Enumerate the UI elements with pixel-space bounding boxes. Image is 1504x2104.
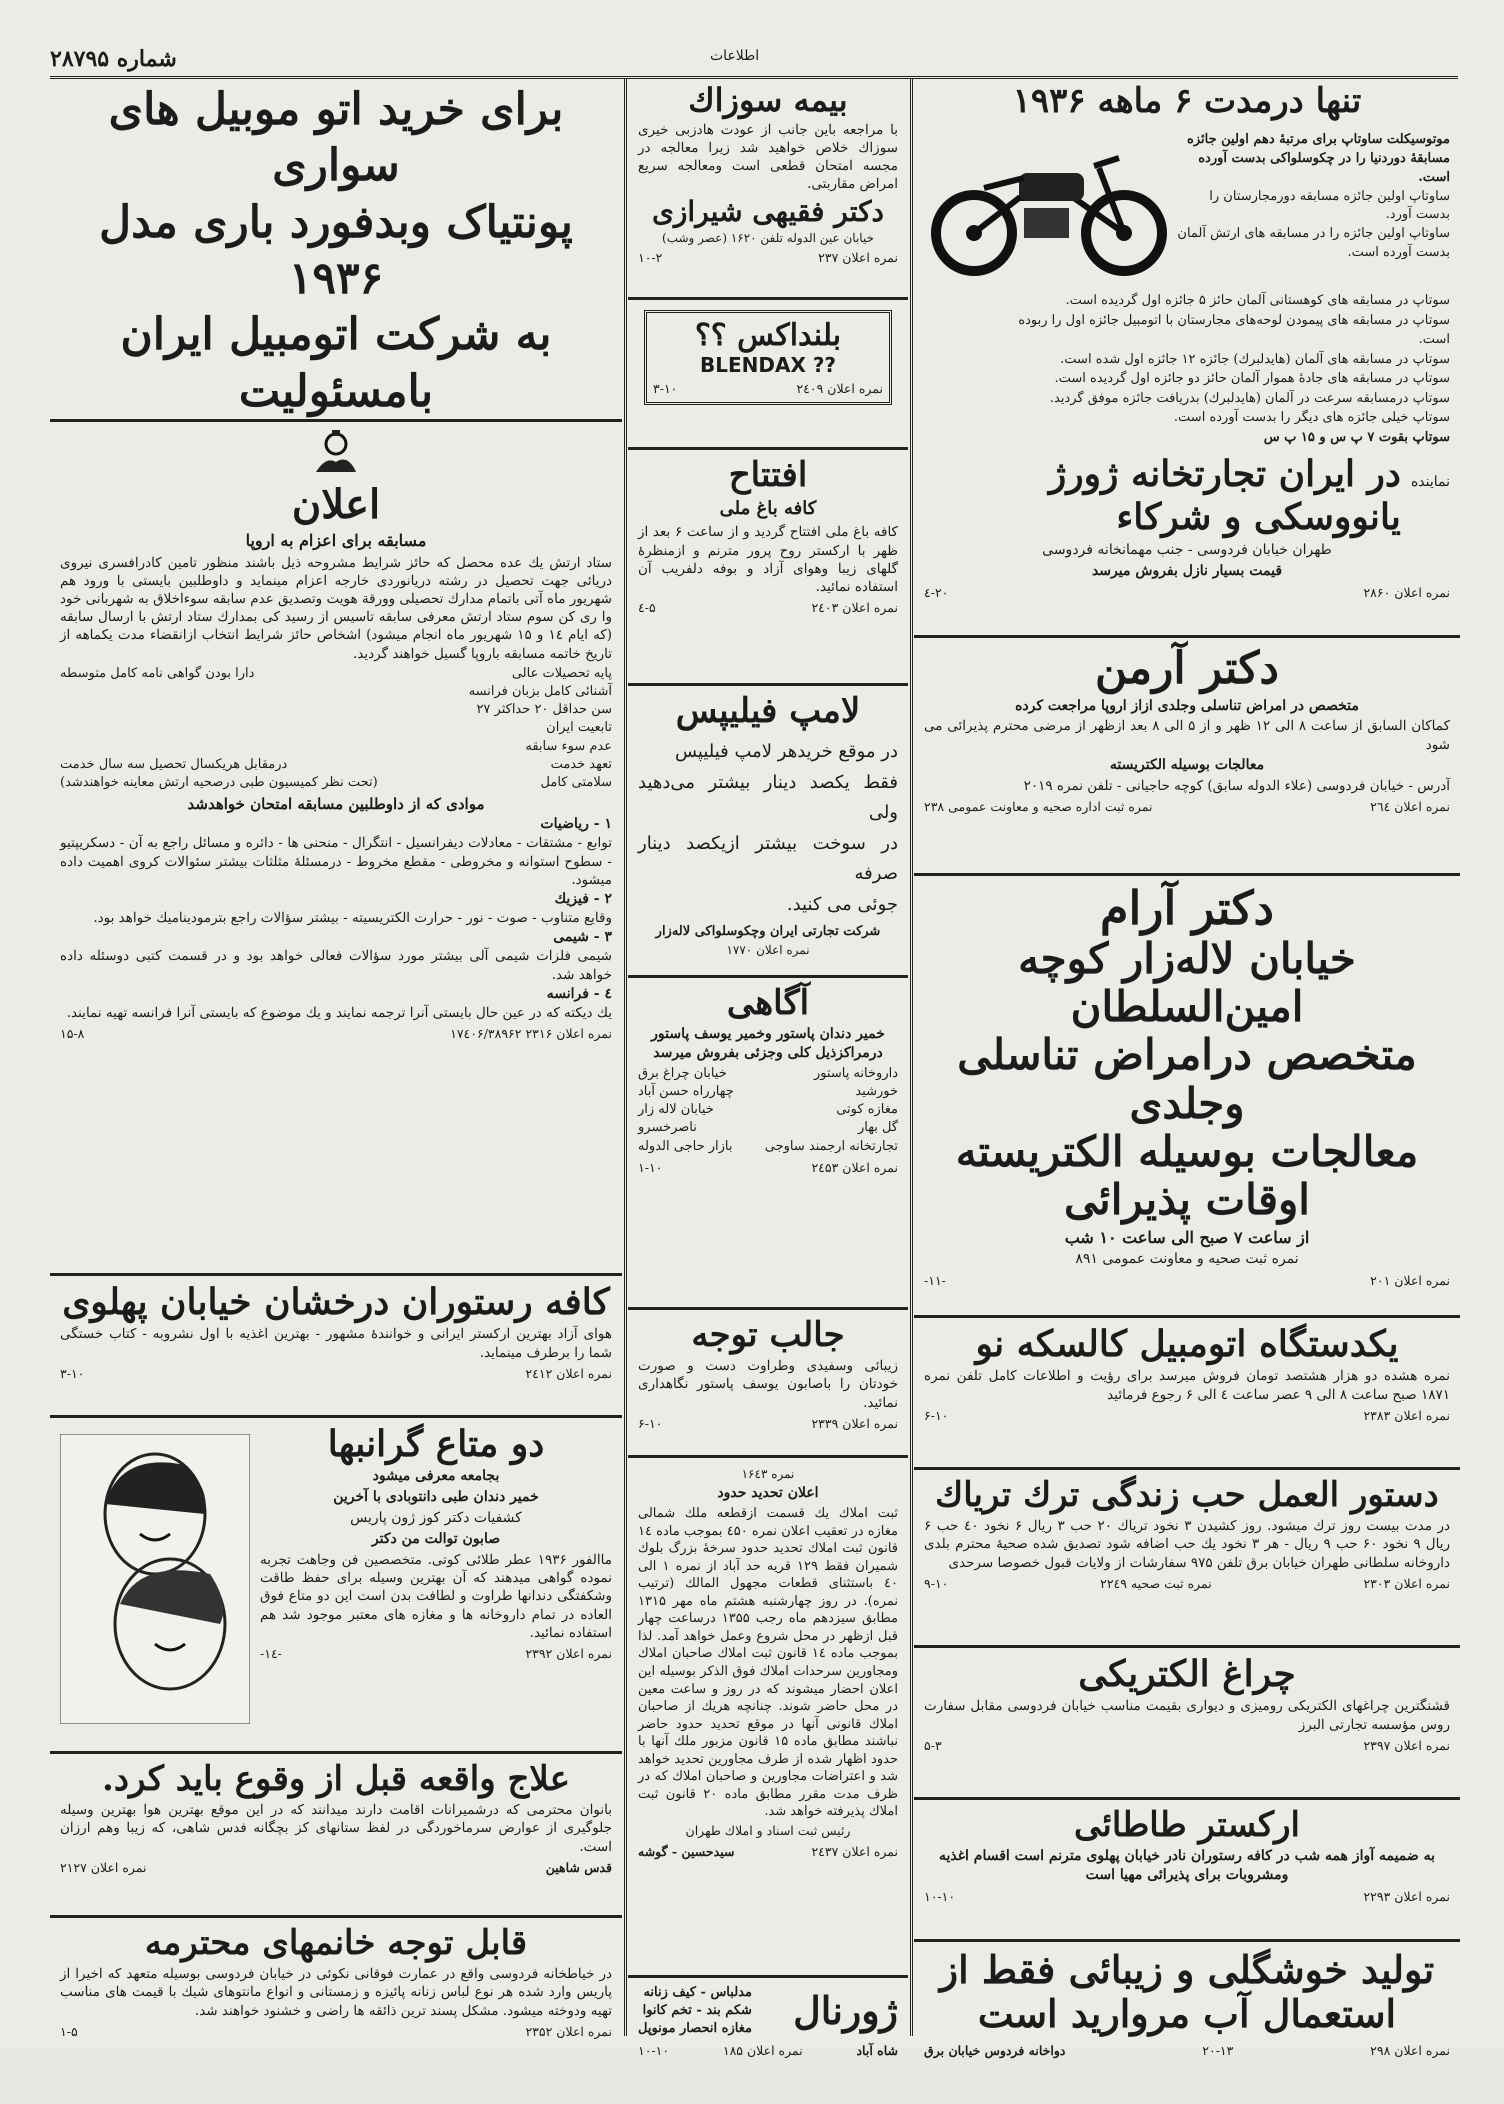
ladies-illustration xyxy=(60,1434,250,1728)
list-item: سوتاپ در مسابقه های جادهٔ هموار آلمان حائز دو جائزه اول گردیده است. xyxy=(1054,371,1450,386)
motorcycle-intro: موتوسیکلت ساوتاپ برای مرتبهٔ دهم اولین جائزه مسابقهٔ دوردنیا را در چکوسلواکی بدست آورده است. ساوتاپ اولین جائزه مسابقه دورمجارستان را بدست آورد. ساوتاپ اولین جائزه را در مسابقه های ارتش آلمان بدست آورده است. xyxy=(1177,132,1450,261)
motorcycle-list xyxy=(984,291,1450,447)
opening-ad: افتتاح کافه باغ ملی کافه باغ ملی افتتاح گردید و از ساعت ۶ بعد از ظهر با ارکستر روح پرور مترنم و ازمنظرهٔ گلهای زیبا وهوای آزاد و بوفه دلفریب آن استفاده نمائید. نمره اعلان ۲٤۰۳ ۵-٤ xyxy=(628,452,908,686)
column-divider xyxy=(624,78,627,2036)
middle-column xyxy=(628,78,908,2058)
armen-title: دکتر آرمن xyxy=(1095,643,1279,694)
list-item: سوتاپ درمسابقه سرعت در آلمان (هایدلبرك) بدریافت جائزه موفق گردید. xyxy=(1049,390,1450,406)
blendax-ad xyxy=(628,302,908,450)
beauty-ad: تولید خوشگلی و زیبائی فقط از استعمال آب مروارید است نمره اعلان ۲۹۸ ۲۰-۱۳ دواخانه فردوس خیابان برق xyxy=(924,1947,1450,2059)
column-divider xyxy=(910,78,913,2036)
electric-lamp-ad: چراغ الکتریکی قشنگترین چراغهای الکتریکی رومیزی و دیواری بقیمت مناسب خیابان فردوسی مقابل سفارت روس مؤسسه تجارتی البرز نمره اعلان ۲۳۹۷ ۵-۳ xyxy=(914,1650,1460,1800)
motorcycle-illustration xyxy=(924,128,1174,278)
lion-and-sun-icon xyxy=(306,428,366,478)
cure-ad: علاج واقعه قبل از وقوع باید کرد. بانوان محترمی که درشمیرانات اقامت دارند میدانند که در این موقع بهترین هوا بهترین وسیله جلوگیری از عوارض سرماخوردگی در لفظ ستانهای کز بچگانه فدس شاهی، که زیبا وهم ارزان است. قدس شاهین نمره اعلان ۲۱۲۷ xyxy=(50,1756,622,1918)
motorcycle-agent: نماینده در ایران تجارتخانه ژورژ یانووسکی و شرکاء xyxy=(1048,453,1450,539)
journal-ad: ژورنال مدلباس - کیف زنانه شکم بند - تخم کانوا مغازه انحصار مونوپل شاه آباد نمره اعلان ۱۸۵ ۱۰-۱۰ xyxy=(638,1985,898,2058)
newspaper-name: اطلاعات xyxy=(710,48,760,64)
ladies-ad: قابل توجه خانمهای محترمه در خیاطخانه فردوسی واقع در عمارت فوقانی نکوئی در خیابان فردوسی بوسیله متعهد که اخیرا از پاریس وارد شده هر نوع لباس زنانه پائیزه و زمستانی و انواع مانتوهای شیك با قیمت های مناسب تهیه ودوخته میشود. مشکل پسند ترین ذائقه ها راضی و خشنود خواهند شد. نمره اعلان ۲۳۵۲ ۱-۵ xyxy=(60,1923,612,2039)
list-item: سوتاپ بقوت ۷ پ س و ۱۵ پ س xyxy=(1263,429,1450,445)
emblem xyxy=(60,428,612,482)
cafe-ad: کافه رستوران درخشان خیابان پهلوی هوای آزاد بهترین ارکستر ایرانی و خوانندهٔ مشهور - بهترین اغذیه با اول نشروبه - کتاب خستگی شما را برطرف مینماید. نمره اعلان ۲٤۱۲ ۳-۱۰ xyxy=(50,1278,622,1418)
toothpaste-ad: دو متاع گرانبها بجامعه معرفی میشود خمیر دندان طبی دانتوبادی با آخرین کشفیات دکتر کوز ژون پاریس صابون توالت من دکتر ماالفور ۱۹۳۶ عطر طلائی کوتی. متخصصین فن وجاهت تجربه نموده گواهی میدهند که آن بهترین وسیله برای حفظ طاقت وشکفتگی دندانها طراوت و لطافت بدن است این دو متاع فوق العاده در تمام داروخانه ها و مغازه های معتبر موجود شد هم استفاده نمائید. نمره اعلان ۲۳۹۲ -۱٤- xyxy=(50,1420,622,1754)
insurance-ad: بیمه سوزاك با مراجعه باین جانب از عودت هادزبی خیری سوزاك خلاص خواهید شد زیرا معالجه در مجسه امتحان قطعی است ومعالجه سریع امراض مقاربتی. دکتر فقیهی شیرازی خیابان عین الدوله تلفن ۱۶۲۰ (عصر وشب) نمره اعلان ۲۳۷ ۱۰-۲ xyxy=(628,78,908,300)
blendax-box: بلنداکس ؟؟ BLENDAX ?? نمره اعلان ۲٤۰۹ ۳-۱۰ xyxy=(644,310,892,405)
right-column xyxy=(914,78,1460,2059)
dr-armen-ad: دکتر آرمن متخصص در امراض تناسلی وجلدی ازاز اروپا مراجعت کرده کماکان السابق از ساعت ۸ الی ۱۲ ظهر و از ۵ الی ۸ بعد ازظهر از مرضی محترم پذیرائی می شود معالجات بوسیله الکتریسته آدرس - خیابان فردوسی (علاء الدوله سابق) کوچه حاجیانی - تلفن نمره ۲۰۱۹ نمره اعلان ۲٦٤ نمره ثبت اداره صحیه و معاونت عمومی ۲۳۸ xyxy=(914,640,1460,876)
list-item: سوتاپ خیلی جائزه های دیگر را بدست آورده است. xyxy=(1173,410,1450,425)
motorcycle-title: تنها درمدت ۶ ماهه ۱۹۳۶ xyxy=(1012,81,1362,121)
attention-ad: جالب توجه زیبائی وسفیدی وطراوت دست و صورت خودتان را باصابون یوسف پاستور نگاهداری نمائید. نمره اعلان ۲۳۳۹ ۶-۱۰ xyxy=(628,1312,908,1458)
list-item: سوتاپ در مسابقه های کوهستانی آلمان حائز ۵ جائزه اول گردیده است. xyxy=(1065,293,1450,308)
army-ad: اعلان مسابقه برای اعزام به اروپا ستاد ارتش یك عده محصل که حائز شرایط مشروحه ذیل باشند منظور تامین کادرافسری نیروی دریائی جهت تحصیل در رشته دریانوردی خارجه اعزام مینماید و داوطلبین بایستی با ورود هم شهریور ماه آتی باتمام مدارك تحصیلی وورقة هویت وتصدیق عدم سابقه سوءاخلاق به شهربانی خود وا ری کن سوم ستاد ارتش معرفی سابقه تاسیس از رسید کی بمدارك ستاد ارتش با ارسال سابقه (که ایام ۱٤ و ۱۵ شهریور ماه انجام میشود) اشخاص حائز شرایط انتخاب ازانقضاء مدت یکماهه از تاریخ خاتمه مسابقه باروپا گسیل خواهند گردید. پایه تحصیلات عالی دارا بودن گواهی نامه کامل متوسطه آشنائی کامل بزبان فرانسه سن حداقل ۲۰ حداکثر ۲۷ تابعیت ایران عدم سوء سابقه تعهد خدمت درمقابل هریکسال تحصیل سه سال خدمت سلامتی کامل (تحت نظر کمیسیون طبی درصحیه ارتش معاینه خواهندشد) موادی که از داوطلبین مسابقه امتحان خواهدشد ۱ - ریاضیات توابع - مشتقات - معادلات دیفرانسیل - انتگرال - منحنی ها - دائره و مسائل راجع به آن - دسکریپتیو - سطوح استوانه و مخروطی - مقطع مخروط - درمسئلهٔ مثلثات بیشتر سئوالات کروی اهمیت داده میشود. ۲ - فیزیك وقایع متناوب - صوت - نور - حرارت الکتریسیته - بیشتر سؤالات راجع بترمودینامیك خواهد بود. ۳ - شیمی شیمی فلزات شیمی آلی بیشتر مورد سؤالات فعالی خواهد بود و در قسمت کتبی دوسئله داده خواهد شد. ٤ - فرانسه یك دیکته که در عین حال بایستی آنرا ترجمه نمایند و یك موضوع که بایستی آنرا فرانسه تهیه نمایند. نمره اعلان ۲۳۱۶ ۱۷٤۰۶/۳۸۹۶۲ ۱۵-۸ xyxy=(50,424,622,1276)
motorcycle-icon xyxy=(924,128,1174,278)
list-item: سوتاپ در مسابقه های آلمان (هایدلبرك) جائزه ۱۲ جائزه اول شده است. xyxy=(1060,351,1450,367)
car-ad: برای خرید اتو موبیل های سواری پونتیاک وبدفورد باری مدل ۱۹۳۶ به شرکت اتومبیل ایران بامسئولیت xyxy=(50,78,622,422)
carriage-ad: یکدستگاه اتومبیل کالسکه نو نمره هشده دو هزار هشتصد تومان فروش میرسد برای رؤیت و اطلاعات کامل تلفن نمره ۱۸۷۱ صبح ساعت ۸ الی ۹ عصر ساعت ٤ الی ۶ رجوع فرمائید نمره اعلان ۲۳۸۳ ۶-۱۰ xyxy=(914,1320,1460,1470)
orchestra-ad: ارکستر طاطائی به ضمیمه آواز همه شب در کافه رستوران نادر خیابان پهلوی مترنم است اقسام اغذیه ومشروبات برای پذیرائی مهیا است نمره اعلان ۲۲۹۳ ۱۰-۱۰ xyxy=(914,1802,1460,1942)
philips-ad: لامپ فیلیپس در موقع خریدهر لامپ فیلیپس فقط یکصد دینار بیشتر می‌دهید ولی در سوخت بیشتر ازیکصد دینار صرفه جوئی می کنید. شرکت تجارتی ایران وچکوسلواکی لاله‌زار نمره اعلان ۱۷۷۰ xyxy=(628,688,908,978)
dr-aram-ad: دکتر آرام خیابان لاله‌زار کوچه امین‌السلطان متخصص درامراض تناسلی وجلدی معالجات بوسیله الکتریسته اوقات پذیرائی از ساعت ۷ صبح الی ساعت ۱۰ شب نمره ثبت صحیه و معاونت عمومی ۸۹۱ نمره اعلان ۲۰۱ -۱۱- xyxy=(914,878,1460,1318)
opium-ad: دستور العمل حب زندگی ترك تریاك در مدت بیست روز ترك میشود. روز کشیدن ۳ نخود تریاك ۲۰ حب ۳ ریال ۶ نخود ٤۰ حب ۶ ریال ۹ نخود ۶۰ حب ۹ ریال - هر ۳ نخود یك حب اضافه شود تصدیق شده صحیهٔ محترم بلدی داروخانه سلطانی طهران خیابان برق تلفن ۹۷۵ سفارشات از ولایات قبول خصوصا سرحدی نمره اعلان ۲۳۰۳ نمره ثبت صحیه ۲۲٤۹ ۹-۱۰ xyxy=(914,1472,1460,1648)
notice-ad: آگاهی خمیر دندان پاستور وخمیر یوسف پاستور درمراکزذیل کلی وجزئی بفروش میرسد داروخانه پاستور خیابان چراغ برق خورشید چهارراه حسن آباد مغازه کوتی خیابان لاله زار گل بهار ناصرخسرو تجارتخانه ارجمند ساوجی بازار حاجی الدوله نمره اعلان ۲٤۵۳ ۱-۱۰ xyxy=(628,980,908,1310)
left-column xyxy=(50,78,622,2038)
page-header xyxy=(50,40,1458,79)
list-item: سوتاپ در مسابقه های پیمودن لوحه‌های مجارستان با اتومبیل جائزه اول را ربوده است. xyxy=(1018,312,1450,347)
legal-notice: نمره ۱۶٤۳ اعلان تحدید حدود ثبت املاك یك قسمت ازقطعه ملك شمالی مغازه در تعقیب اعلان نمره ٤۵۰ بموجب ماده ۱٤ قانون ثبت املاك تحدید حدود سرخهٔ بزرگ بلوك شمیران فقط ۱۲۹ قریه حد آباد از نمره ۱ الی ٤۰ باستثنای قطعات مجهول المالك (ترتیب نمره). در روز چهارشنبه هشتم ماه مهر ۱۳۱۵ مطابق سیزدهم ماه رجب ۱۳۵۵ درساعت چهار قبل ازظهر در محل شروع وعمل خواهد آمد. لذا بموجب ماده ۱٤ قانون ثبت املاك صاحبان املاك ومجاورین سرحدات املاك فوق الذکر بوسیله این اعلان احضار میشوند که در روز و ساعت معین در محل حاضر شوند. چنانچه هریك از صاحبان املاك قانونی آنها در موقع تحدید حدود حاضر نباشند مطابق ماده ۱۵ قانون مزبور ملك آنها با حدود اظهار شده از طرف مجاورین تحدید خواهد شد و اعتراضات مجاورین و صاحبان املاك که در ظرف مدت مقرر مطابق ماده ۲۰ قانون ثبت املاك پذیرفته خواهد شد. رئیس ثبت اسناد و املاك طهران نمره اعلان ۲٤۳۷ سیدحسین - گوشه xyxy=(628,1460,908,1978)
issue-number: شماره ۲۸۷۹۵ xyxy=(50,46,177,72)
motorcycle-ad: تنها درمدت ۶ ماهه ۱۹۳۶ موتوسیکلت ساوتاپ برای مرتبهٔ دهم اولین جائزه مسابقهٔ دوردنیا را در چکوسلواکی بدست آورده است. ساوتاپ اولین جائزه مسابقه دورمجارستان را بدست آورد. ساوتاپ اولین جائزه را در مسابقه های ارتش آلمان بدست آورده است. سوتاپ در مسابقه های کوهستانی آلمان حائز ۵ جائزه اول گردیده است. سوتاپ در مسابقه های پیمودن لوحه‌های مجارستان با اتومبیل جائزه اول را ربوده است. سوتاپ در مسابقه های آلمان (هایدلبرك) جائزه ۱۲ جائزه اول شده است. سوتاپ در مسابقه های جادهٔ هموار آلمان حائز دو جائزه اول گردیده است. سوتاپ درمسابقه سرعت در آلمان (هایدلبرك) بدریافت جائزه موفق گردید. سوتاپ خیلی جائزه های دیگر را بدست آورده است. سوتاپ بقوت ۷ پ س و ۱۵ پ س نماینده در ایران تجارتخانه ژورژ یانووسکی و شرکاء طهران خیابان فردوسی - جنب مهمانخانه فردوسی قیمت بسیار نازل بفروش میرسد نمره اعلان ۲۸۶۰ ۲۰-٤ xyxy=(914,78,1460,638)
smiling-women-icon xyxy=(60,1434,250,1724)
